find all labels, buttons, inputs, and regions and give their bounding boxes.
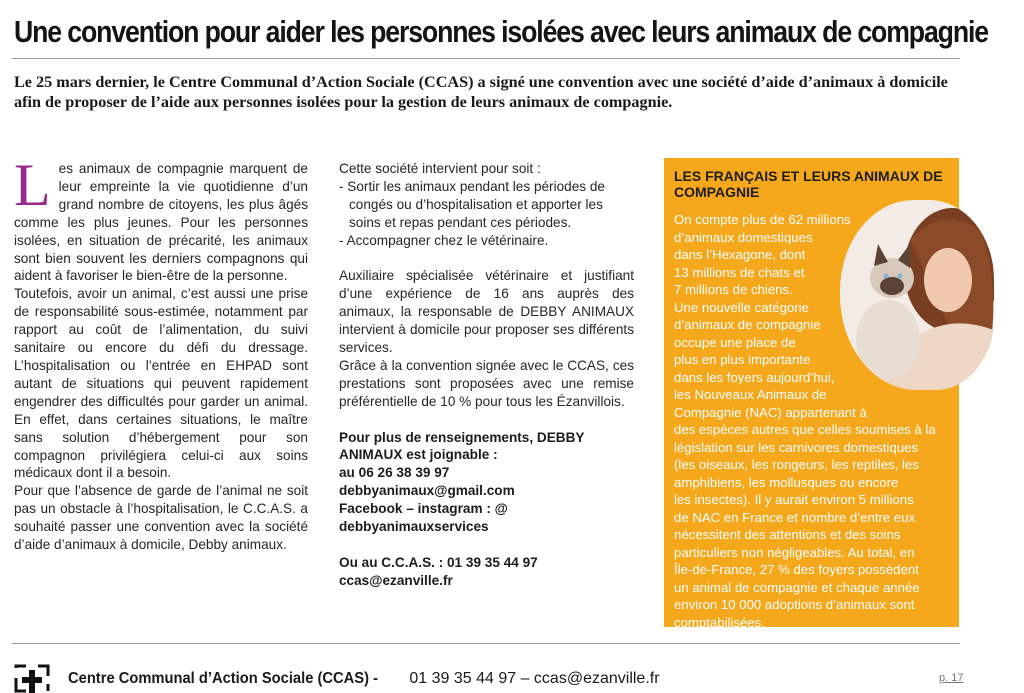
- article-headline: Une convention pour aider les personnes isolées avec leurs animaux de compagnie: [14, 14, 989, 49]
- article-intro: Le 25 mars dernier, le Centre Communal d’Action Sociale (CCAS) a signé une convention avec une société d’aide d’animaux à domicile afin de proposer de l’aide aux personnes isolées pour la gestion de leurs animaux de compagnie.: [14, 73, 948, 111]
- paragraph: Auxiliaire spécialisée vétérinaire et justifiant d’une expérience de 16 ans auprès des animaux, la responsable de DEBBY ANIMAUX intervient à domicile pour proposer ses différents services.: [339, 268, 634, 356]
- paragraph: Grâce à la convention signée avec le CCAS, ces prestations sont proposées avec une remise préférentielle de 10 % pour tous les Ézanvillois.: [339, 357, 634, 409]
- page-number: p. 17: [939, 672, 964, 684]
- paragraph: Toutefois, avoir un animal, c’est aussi une prise de responsabilité sous-estimée, notamment par rapport au coût de l’alimentation, du suivi sanitaire ou encore du défi du dressage. L’hospitalisation ou l’entrée en EHPAD sont autant de situations qui peuvent rapidement engendrer des difficultés pour garder un animal. En effet, dans certaines situations, le maître sans solution d’hébergement pour son compagnon privilégiera celui-ci aux soins médicaux dont il a besoin.: [14, 286, 308, 481]
- paragraph: Pour que l’absence de garde de l’animal ne soit pas un obstacle à l’hospitalisation, le C.C.A.S. a souhaité passer une convention avec la société d’aide d’animaux à domicile, Debby animaux.: [14, 483, 308, 553]
- paragraph: es animaux de compagnie marquent de leur empreinte la vie quotidienne d’un grand nombre de citoyens, les plus âgés comme les plus jeunes. Pour les personnes isolées, en situation de précarité, les animaux sont bien souvent les derniers compagnons qui aident à favoriser le bien-être de la personne.: [14, 161, 308, 284]
- info-box-text: On compte plus de 62 millions d’animaux domestiques dans l’Hexagone, dont 13 millions de chats et 7 millions de chiens. Une nouvelle catégorie d’animaux de compagnie occupe une place de plus en plus importante dans les foyers aujourd’hui, les Nouveaux Animaux de Compagnie (NAC) appartenant à des espèces autres que celles soumises à la législation sur les carnivores domestiques (les oiseaux, les rongeurs, les reptiles, les amphibiens, les mollusques ou encore les insectes). Il y aurait environ 5 millions de NAC en France et nombre d’entre eux nécessitent des attentions et des soins particuliers non négligeables. Au total, en Île-de-France, 27 % des foyers possèdent un animal de compagnie et chaque année environ 10 000 adoptions d’animaux sont comptabilisées.: [674, 212, 936, 630]
- services-intro: Cette société intervient pour soit :: [339, 161, 541, 176]
- article-column-2: [339, 160, 634, 590]
- phone-number: au 06 26 38 39 97: [339, 465, 450, 481]
- ccas-cross-logo-icon: [14, 664, 50, 693]
- info-box-title: LES FRANÇAIS ET LEURS ANIMAUX DE COMPAGNIE: [674, 168, 943, 200]
- info-box: [664, 158, 959, 630]
- ccas-email-link[interactable]: ccas@ezanville.fr: [339, 572, 453, 588]
- drop-cap: L: [14, 152, 51, 218]
- footer-contact-details: 01 39 35 44 97 – ccas@ezanville.fr: [404, 670, 660, 687]
- list-item: - Accompagner chez le vétérinaire.: [339, 232, 549, 248]
- social-handle[interactable]: Facebook – instagram : @ debbyanimauxservices: [339, 501, 508, 535]
- list-item: - Sortir les animaux pendant les périodes de congés ou d’hospitalisation et apporter les soins et repas pendant ces périodes.: [339, 178, 605, 230]
- headline-rule: [12, 58, 960, 59]
- ccas-phone: Ou au C.C.A.S. : 01 39 35 44 97: [339, 554, 538, 570]
- footer-contact: [68, 670, 660, 688]
- services-list: [339, 178, 634, 250]
- contact-block: [339, 429, 634, 590]
- footer-rule: [12, 643, 960, 644]
- email-link[interactable]: debbyanimaux@gmail.com: [339, 483, 515, 499]
- contact-intro: Pour plus de renseignements, DEBBY ANIMAUX est joignable :: [339, 429, 585, 463]
- footer-organisation-name: Centre Communal d’Action Sociale (CCAS) -: [68, 670, 378, 687]
- article-column-1: [14, 152, 308, 554]
